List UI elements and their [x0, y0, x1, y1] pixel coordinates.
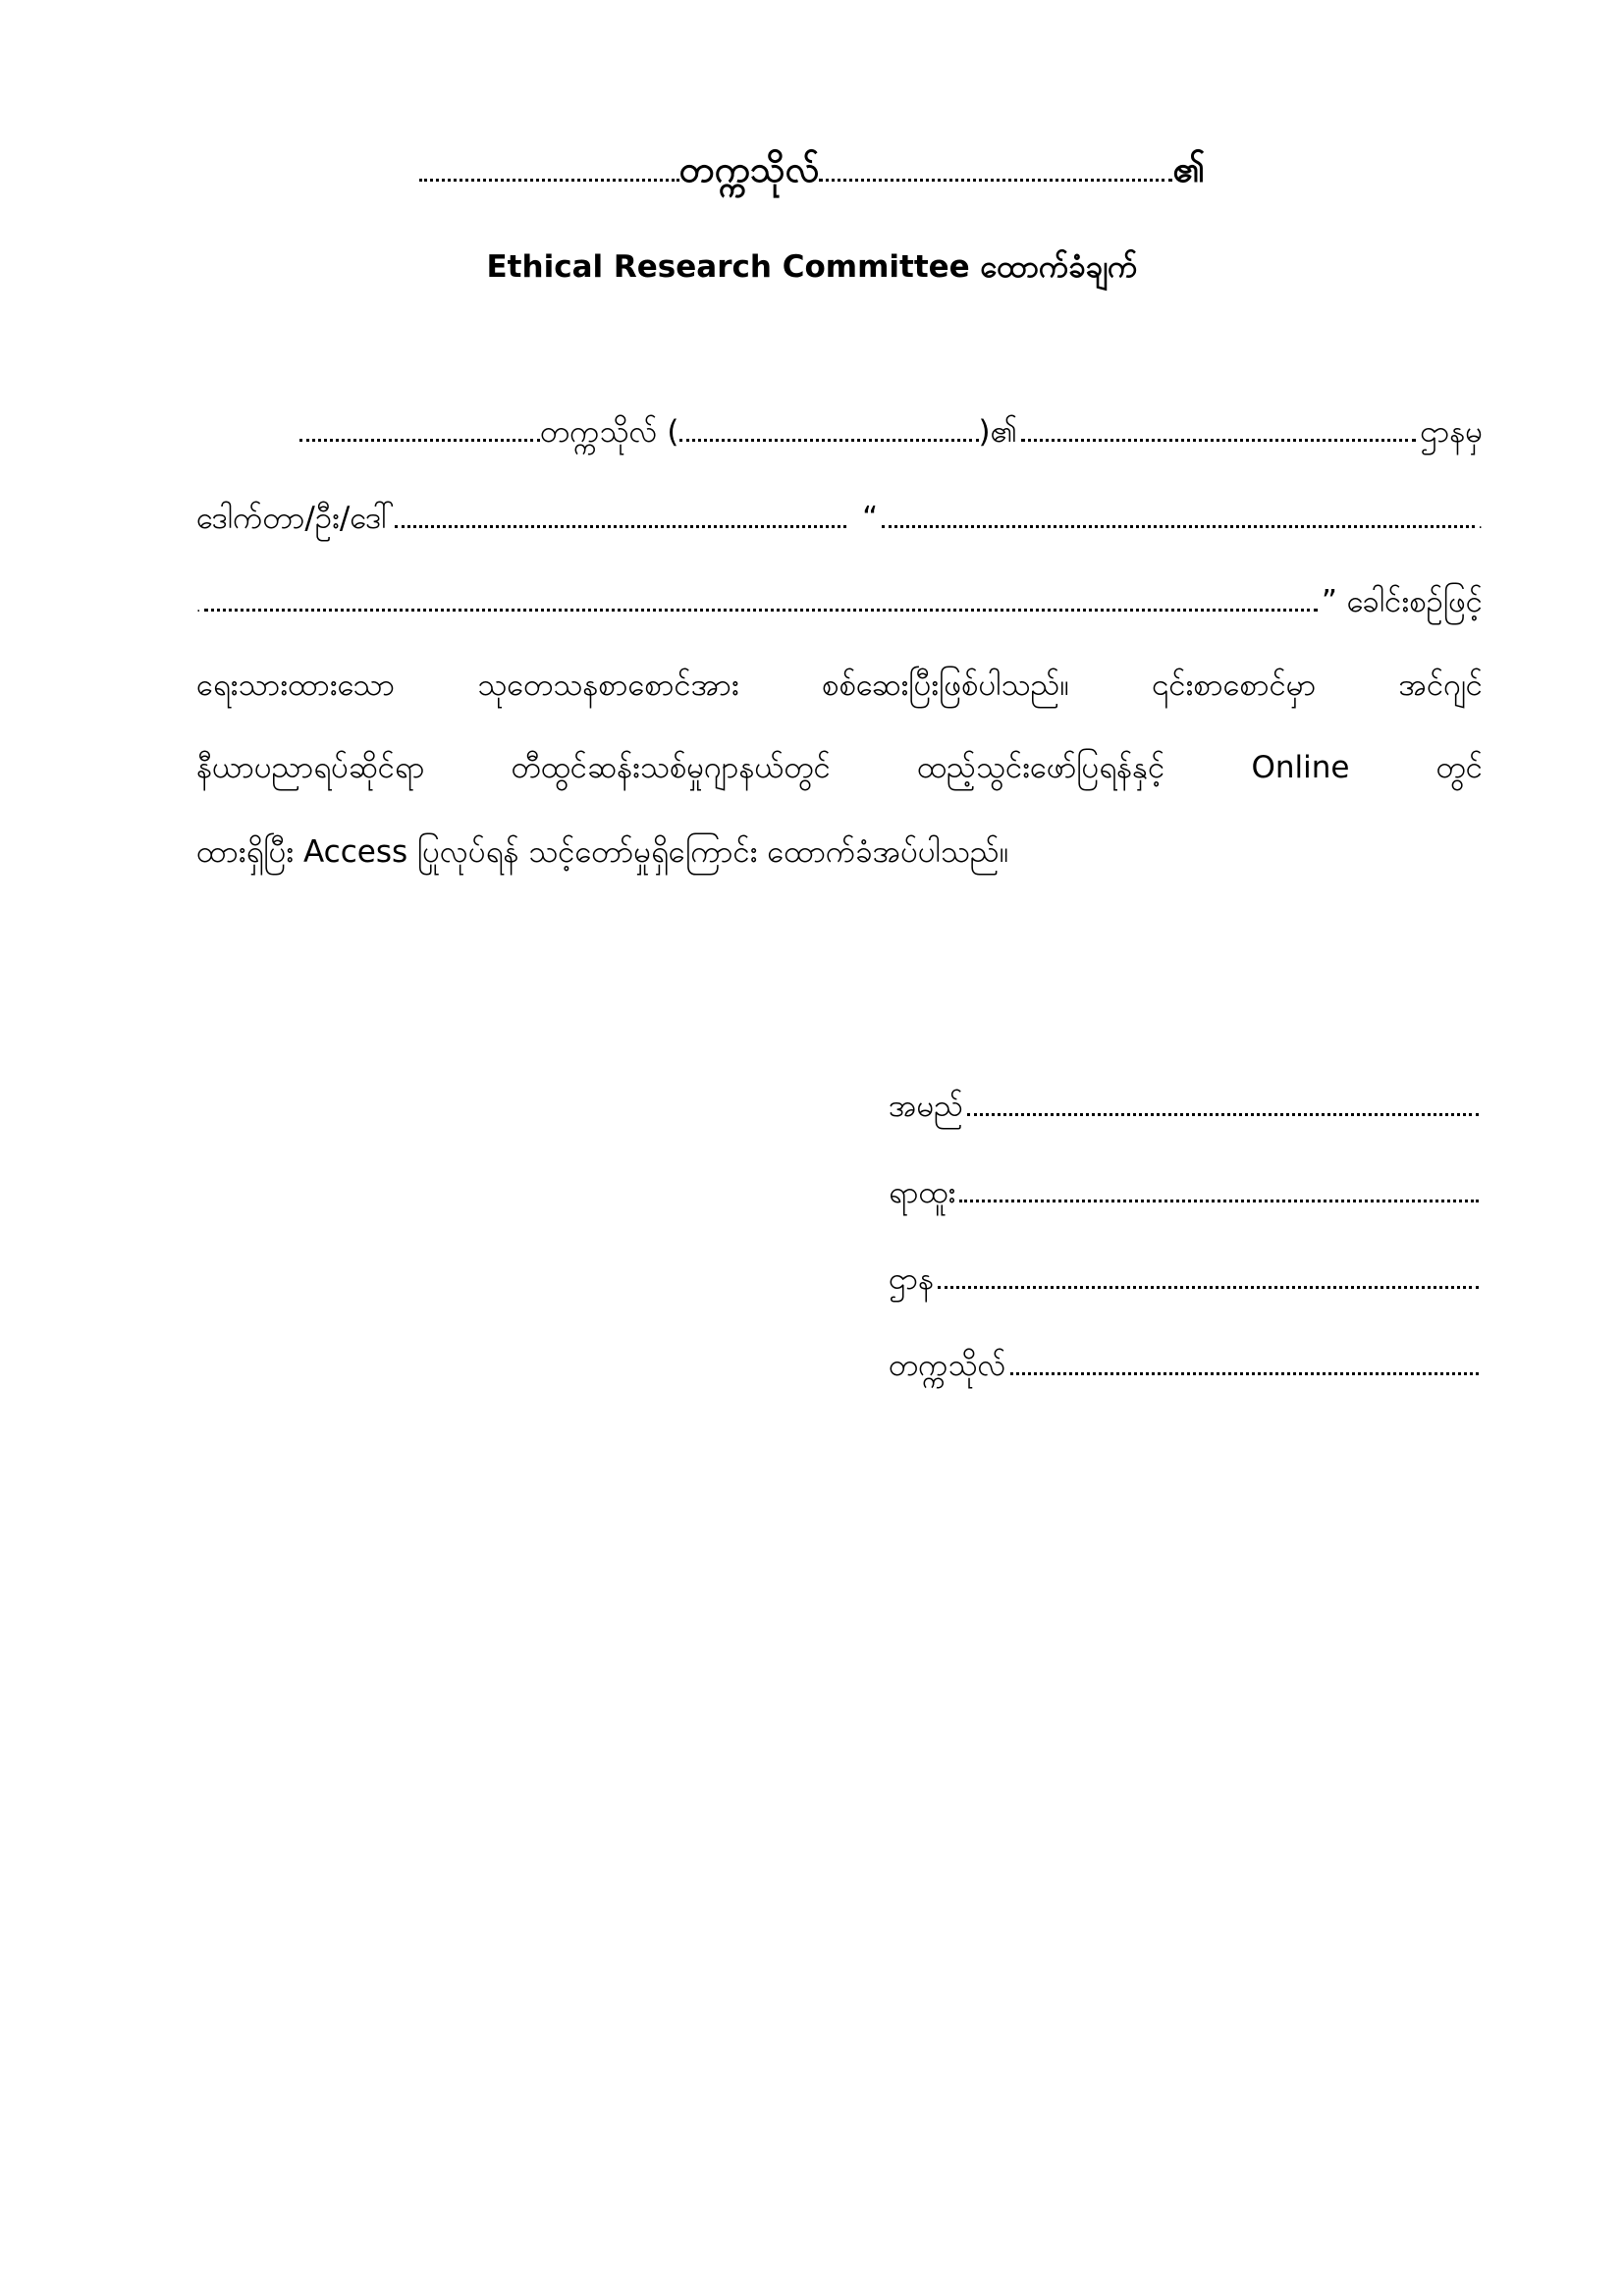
- department-name-field[interactable]: [1021, 439, 1416, 442]
- body-line-2: [196, 489, 1483, 548]
- university-name-blank[interactable]: [419, 179, 679, 182]
- university-field[interactable]: [1010, 1372, 1479, 1375]
- quote-open: “: [862, 501, 879, 536]
- body-line-3: [196, 572, 1483, 631]
- document-title: [0, 147, 1624, 200]
- paren-close-possessive: )၏: [978, 414, 1018, 450]
- blank-prefix[interactable]: [299, 439, 540, 442]
- paragraph-line-1: ရေးသားထားသော သုတေသနစာစောင်အား စစ်ဆေးပြီးဖြစ်ပါသည်။ ၎င်းစာစောင်မှာ အင်ဂျင်: [196, 667, 1483, 703]
- signature-rank-row: [889, 1163, 1483, 1222]
- university-blank-2[interactable]: [819, 179, 1172, 182]
- signature-university-row: [889, 1336, 1483, 1395]
- title-possessive: ၏: [1172, 148, 1206, 190]
- line-end-dot: .: [1478, 516, 1483, 532]
- university-name-field[interactable]: [679, 439, 979, 442]
- department-label: ဌာနမှ: [1420, 414, 1483, 450]
- quote-close-heading: ” ခေါင်းစဉ်ဖြင့်: [1321, 584, 1483, 619]
- university-label-sig: တက္ကသိုလ်: [889, 1348, 1006, 1383]
- title-university-label: တက္ကသိုလ်: [678, 148, 820, 190]
- signature-name-row: [889, 1077, 1483, 1136]
- university-label: တက္ကသိုလ် (: [540, 414, 679, 450]
- signature-department-row: [889, 1250, 1483, 1308]
- name-label: အမည်: [889, 1089, 964, 1124]
- honorific-label: ဒေါက်တာ/ဦး/ဒေါ်: [196, 501, 396, 536]
- department-field[interactable]: [938, 1286, 1479, 1289]
- rank-label: ရာထူး: [889, 1175, 956, 1210]
- department-label-sig: ဌာန: [889, 1261, 934, 1297]
- paragraph-line-3: ထားရှိပြီး Access ပြုလုပ်ရန် သင့်တော်မှုရှိကြောင်း ထောက်ခံအပ်ပါသည်။: [196, 834, 1009, 870]
- body-line-1: [299, 402, 1483, 461]
- paper-title-field-2[interactable]: [204, 609, 1317, 612]
- rank-field[interactable]: [959, 1200, 1479, 1202]
- paragraph-line-2: နီယာပညာရပ်ဆိုင်ရာ တီထွင်ဆန်းသစ်မှုဂျာနယ်တွင် ထည့်သွင်းဖော်ပြရန်နှင့် Online တွင်: [196, 750, 1483, 785]
- paper-title-field-1[interactable]: [882, 525, 1474, 528]
- line-start-dot: .: [196, 600, 201, 615]
- document-subtitle: Ethical Research Committee ထောက်ခံချက်: [486, 249, 1138, 285]
- researcher-name-field[interactable]: [395, 525, 846, 528]
- name-field[interactable]: [967, 1113, 1479, 1116]
